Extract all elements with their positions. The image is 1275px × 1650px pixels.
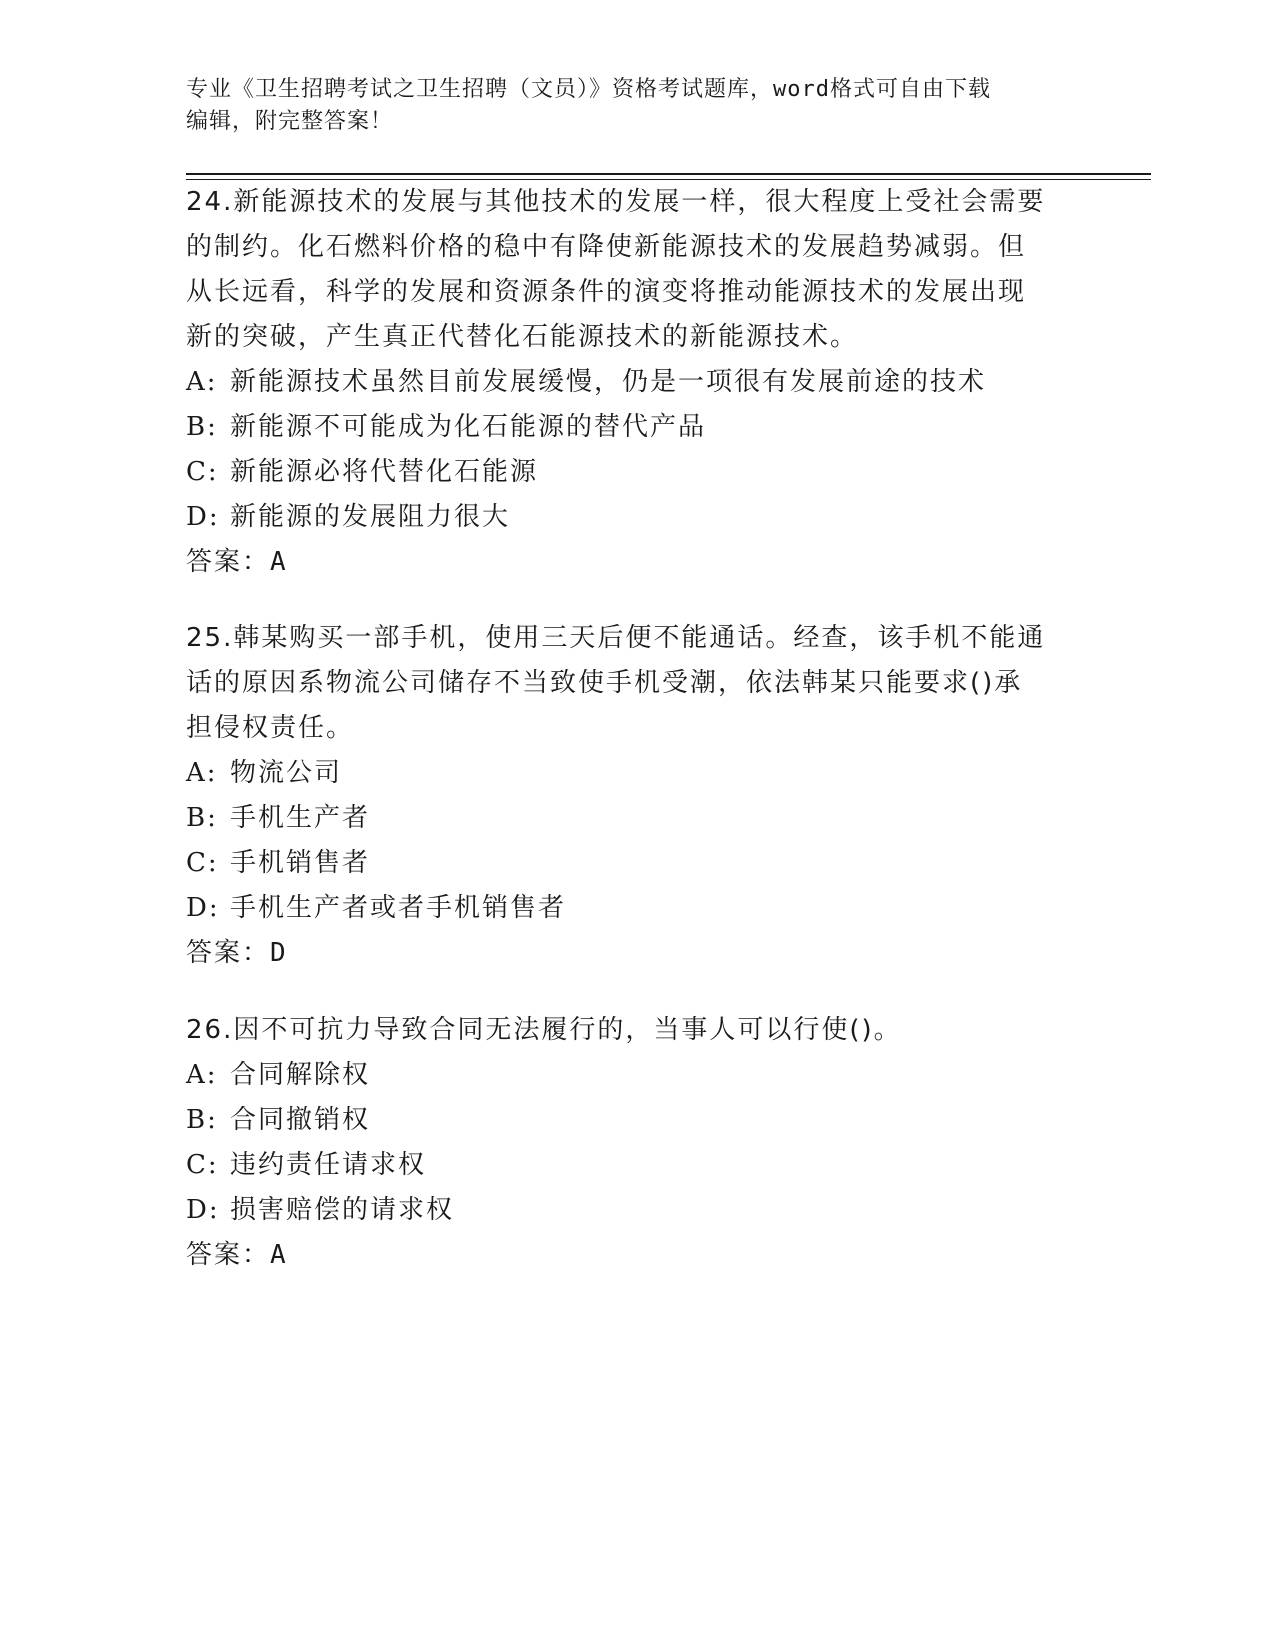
question-26 [186,1008,1066,1278]
option-b [186,405,1066,450]
question-25 [186,616,1066,976]
option-text: 违约责任请求权 [230,1150,427,1180]
question-24 [186,180,1066,585]
option-key: B: [186,1105,218,1135]
option-key: D: [186,1195,220,1225]
option-c [186,450,1066,495]
question-stem-line: 24.新能源技术的发展与其他技术的发展一样，很大程度上受社会需要 [186,187,1046,217]
answer-line [186,1233,1066,1278]
option-key: C: [186,457,219,487]
option-text: 物流公司 [230,758,343,788]
option-key: B: [186,412,218,442]
answer-label: 答案： [186,547,271,577]
question-stem-line: 从长远看，科学的发展和资源条件的演变将推动能源技术的发展出现 [186,277,1027,307]
answer-value: A [270,1240,288,1270]
question-stem-line: 26.因不可抗力导致合同无法履行的，当事人可以行使()。 [186,1015,902,1045]
answer-label: 答案： [186,938,271,968]
header-line: 编辑，附完整答案！ [186,109,394,134]
answer-line [186,931,1066,976]
option-text: 手机生产者或者手机销售者 [230,893,567,923]
question-stem-line: 新的突破，产生真正代替化石能源技术的新能源技术。 [186,322,859,352]
option-key: A: [186,758,218,788]
option-key: A: [186,1060,218,1090]
option-key: D: [186,893,220,923]
option-text: 手机销售者 [230,848,371,878]
option-text: 损害赔偿的请求权 [230,1195,455,1225]
option-key: C: [186,848,219,878]
option-a [186,360,1066,405]
option-key: B: [186,803,218,833]
option-key: A: [186,367,218,397]
question-stem-line: 25.韩某购买一部手机，使用三天后便不能通话。经查，该手机不能通 [186,623,1046,653]
option-a [186,1053,1066,1098]
option-d [186,886,1066,931]
option-text: 手机生产者 [230,803,371,833]
document-header [186,74,1066,138]
option-d [186,1188,1066,1233]
option-text: 新能源不可能成为化石能源的替代产品 [230,412,707,442]
answer-label: 答案： [186,1240,271,1270]
option-a [186,751,1066,796]
answer-line [186,540,1066,585]
option-b [186,1098,1066,1143]
option-text: 新能源技术虽然目前发展缓慢，仍是一项很有发展前途的技术 [230,367,987,397]
question-stem-line: 担侵权责任。 [186,713,355,743]
option-key: D: [186,502,220,532]
option-d [186,495,1066,540]
option-b [186,796,1066,841]
header-divider [186,173,1151,175]
option-text: 新能源必将代替化石能源 [230,457,539,487]
option-text: 合同解除权 [230,1060,371,1090]
option-c [186,841,1066,886]
option-text: 新能源的发展阻力很大 [230,502,511,532]
option-key: C: [186,1150,219,1180]
header-line: 专业《卫生招聘考试之卫生招聘（文员）》资格考试题库，word格式可自由下载 [186,77,991,102]
answer-value: A [270,547,288,577]
question-stem-line: 话的原因系物流公司储存不当致使手机受潮，依法韩某只能要求()承 [186,668,1023,698]
option-c [186,1143,1066,1188]
answer-value: D [270,938,288,968]
question-stem-line: 的制约。化石燃料价格的稳中有降使新能源技术的发展趋势减弱。但 [186,232,1027,262]
option-text: 合同撤销权 [230,1105,371,1135]
